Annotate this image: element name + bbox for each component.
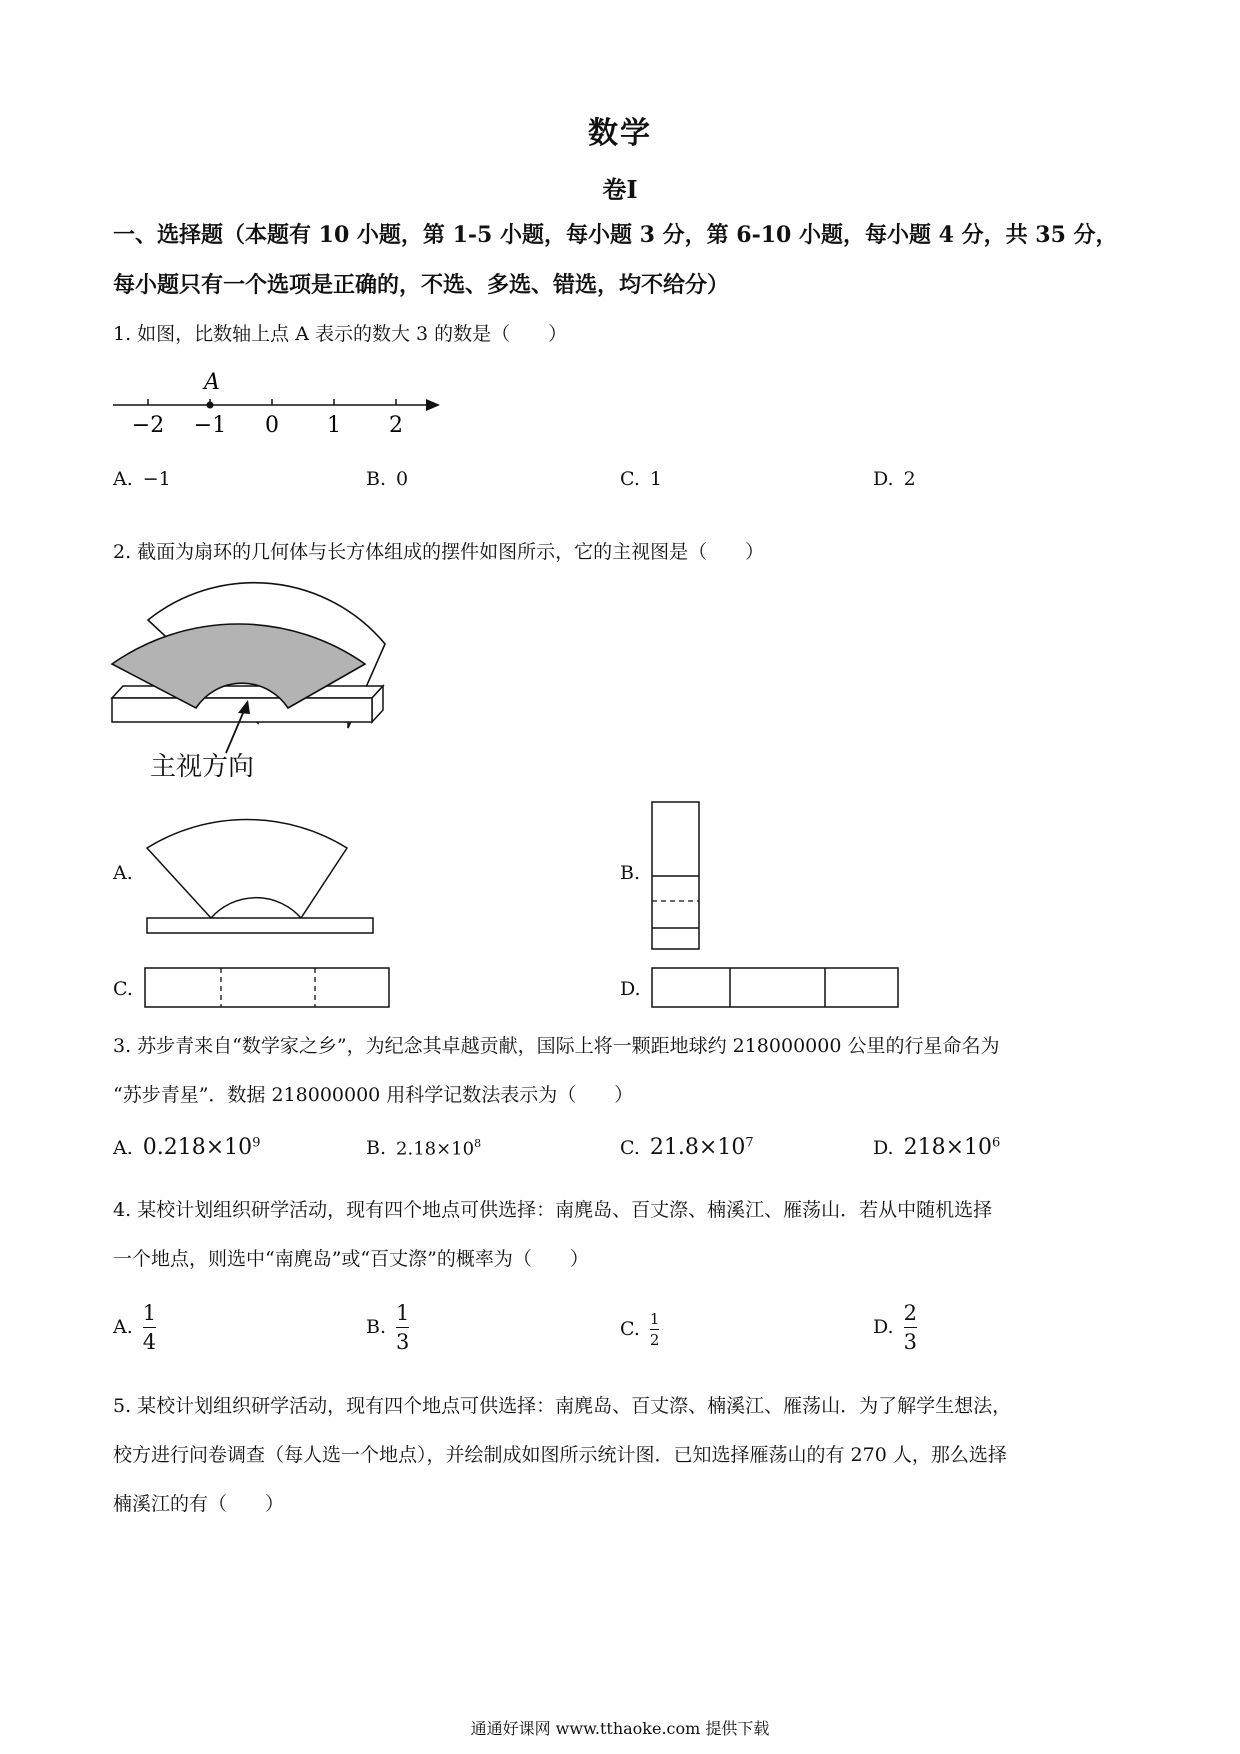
- q4-stem-line2: 一个地点，则选中“南麂岛”或“百丈漈”的概率为（ ）: [113, 1248, 589, 1270]
- paper-subtitle: 卷Ⅰ: [602, 175, 638, 204]
- page-title: 数学: [588, 116, 652, 151]
- q1-number-line: [108, 365, 448, 435]
- q2-option-c-label[interactable]: C.: [113, 978, 133, 1000]
- q1-stem: 1. 如图，比数轴上点 A 表示的数大 3 的数是（ ）: [113, 323, 568, 345]
- q3-stem-line2: “苏步青星”．数据 218000000 用科学记数法表示为（ ）: [113, 1084, 634, 1106]
- q1-tick-label: 1: [327, 413, 341, 435]
- q2-option-b-label[interactable]: B.: [620, 862, 641, 884]
- q4-stem-line1: 4. 某校计划组织研学活动，现有四个地点可供选择：南麂岛、百丈漈、楠溪江、雁荡山．若从中随机选择: [113, 1199, 993, 1221]
- q2-option-c-figure[interactable]: [143, 966, 393, 1011]
- q2-stem: 2. 截面为扇环的几何体与长方体组成的摆件如图所示，它的主视图是（ ）: [113, 541, 765, 563]
- q1-option-b[interactable]: B. 0: [366, 468, 409, 490]
- q4-option-d[interactable]: D. $\frac{2}{3}$: [873, 1301, 917, 1354]
- q2-option-a-figure[interactable]: [145, 812, 385, 937]
- q1-option-d[interactable]: D. 2: [873, 468, 916, 490]
- q5-stem-line1: 5. 某校计划组织研学活动，现有四个地点可供选择：南麂岛、百丈漈、楠溪江、雁荡山．为了解学生想法，: [113, 1395, 1012, 1417]
- q5-stem-line2: 校方进行问卷调查（每人选一个地点），并绘制成如图所示统计图．已知选择雁荡山的有 270 人，那么选择: [113, 1444, 1007, 1466]
- q1-option-c[interactable]: C. 1: [620, 468, 662, 490]
- q4-option-a[interactable]: A. $\frac{1}{4}$: [113, 1301, 157, 1354]
- q2-option-b-figure[interactable]: [650, 800, 702, 952]
- q1-tick-label: −1: [193, 413, 227, 435]
- section-heading-line2: 每小题只有一个选项是正确的，不选、多选、错选，均不给分）: [113, 272, 730, 298]
- q1-tick-label: 0: [265, 413, 279, 435]
- section-heading-line1: 一、选择题（本题有 10 小题，第 1-5 小题，每小题 3 分，第 6-10 小题，每小题 4 分，共 35 分，: [113, 222, 1118, 248]
- q4-option-c[interactable]: C. $\frac{1}{2}$: [620, 1310, 660, 1349]
- q3-option-a[interactable]: A. $0.218\times 10^9$: [113, 1135, 261, 1160]
- q1-point-label: A: [204, 370, 220, 395]
- q2-option-a-label[interactable]: A.: [113, 862, 133, 884]
- q1-point-a: [207, 402, 214, 409]
- q1-tick-label: −2: [131, 413, 165, 435]
- q2-option-d-label[interactable]: D.: [620, 978, 641, 1000]
- q3-option-b[interactable]: B. $2.18\times 10^8$: [366, 1137, 482, 1160]
- q5-stem-line3: 楠溪江的有（ ）: [113, 1493, 285, 1515]
- q2-option-d-figure[interactable]: [650, 966, 902, 1011]
- q1-option-a[interactable]: A. −1: [113, 468, 171, 490]
- q3-option-d[interactable]: D. $218\times 10^6$: [873, 1135, 1001, 1160]
- q3-option-c[interactable]: C. $21.8\times 10^7$: [620, 1135, 754, 1160]
- footer-watermark: 通通好课网 www.tthaoke.com 提供下载: [470, 1719, 770, 1738]
- q1-tick-label: 2: [389, 413, 403, 435]
- q2-figure-caption: 主视方向: [150, 752, 255, 782]
- q4-option-b[interactable]: B. $\frac{1}{3}$: [366, 1301, 410, 1354]
- q3-stem-line1: 3. 苏步青来自“数学家之乡”，为纪念其卓越贡献，国际上将一颗距地球约 218000000 公里的行星命名为: [113, 1035, 1000, 1057]
